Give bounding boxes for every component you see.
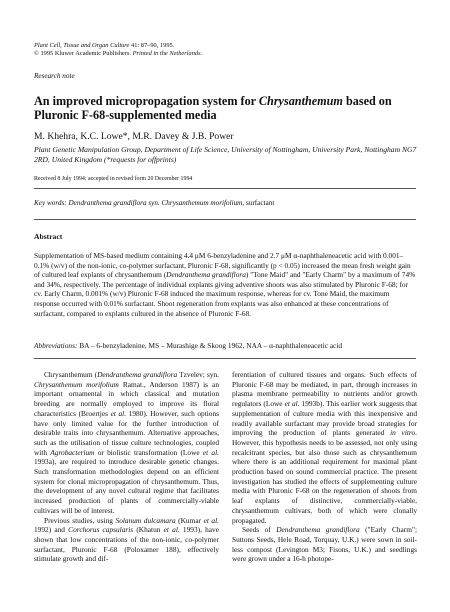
journal-issue: 41: 87–90, 1995. (131, 42, 175, 49)
journal-name: Plant Cell, Tissue and Organ Culture (34, 42, 130, 49)
affiliation: Plant Genetic Manipulation Group, Department of Life Science, University of Nottingham, University Park, Nottingham NG7 2RD, United Kingdom (*requests for offprints) (34, 145, 417, 164)
copyright-line (34, 50, 202, 58)
keywords: Key words: Dendranthema grandiflora syn. Chrysanthemum morifolium, surfactant (34, 199, 275, 207)
article-type: Research note (34, 72, 75, 80)
abstract-text: Supplementation of MS-based medium containing 4.4 μM 6-benzyladenine and 2.7 μM α-naphthaleneacetic acid with 0.001–0.1% (w/v) of the non-ionic, co-polymer surfactant, Pluronic F-68, significantly (p < 0.05) increased the mean fresh weight gain of cultured leaf explants of chrysanthemum (Dendranthema grandiflora) "Tone Maid" and "Early Charm" by a maximum of 74% and 34%, respectively. The percentage of individual explants giving adventive shoots was also stimulated by Pluronic F-68; for cv. Early Charm, 0.001% (w/v) Pluronic F-68 induced the maximum response, whereas for cv. Tone Maid, the maximum response occurred with 0.01% surfactant. Shoot regeneration from explants was also enhanced at these concentrations of surfactant, compared to explants cultured in the absence of Pluronic F-68. (34, 251, 416, 318)
methods-paragraph: Seeds of Dendranthema grandiflora ("Early Charm"; Suttons Seeds, Hele Road, Torquay, U.K.) were sown in soil-less compost (Levington M3; Fisons, U.K.) and seedlings were grown under a 16-h photope- (232, 525, 417, 564)
received-dates: Received 8 July 1994; accepted in revised form 20 December 1994 (34, 176, 193, 182)
copyright: © 1995 Kluwer Academic Publishers. (34, 50, 131, 57)
journal-header (34, 42, 202, 58)
abstract-heading: Abstract (34, 232, 63, 241)
body-column-left (34, 370, 219, 564)
article-title: An improved micropropagation system for Chrysanthemum based on Pluronic F-68-supplemented media (34, 94, 392, 122)
author-list: M. Khehra, K.C. Lowe*, M.R. Davey & J.B. Power (34, 131, 234, 142)
divider-abbreviations (34, 358, 416, 359)
journal-citation (34, 42, 202, 50)
intro-paragraph: Chrysanthemum (Dendranthema grandiflora Tzvelev; syn. Chrysanthemum morifolium Ramat., Anderson 1987) is an important ornamental in which classical and mutation breeding are normally employed to improve its floral characteristics (Broertjes et al. 1980). However, such options have only limited value for the further introduction of desirable traits into chrysanthemum. Alternative approaches, such as the utilisation of tissue culture technologies, coupled with Agrobacterium or biolistic transformation (Lowe et al. 1993a), are required to introduce desirable genetic changes. Such transformation methodologies depend on an efficient system for clonal micropropagation of chrysanthemum. Thus, the development of any novel cultural regime that facilitates increased production of plants of commercially-viable cultivars will be of interest. (34, 370, 220, 515)
divider-top (34, 188, 416, 189)
divider-keywords (34, 219, 416, 220)
abbreviations: Abbreviations: BA – 6-benzyladenine, MS – Murashige & Skoog 1962, NAA – α-naphthaleneacetic acid (34, 341, 343, 350)
body-column-right (232, 370, 417, 564)
continued-paragraph: ferentiation of cultured tissues and organs. Such effects of Pluronic F-68 may be mediated, in part, through increases in plasma membrane permeability to nutrients and/or growth regulators (Lowe et al. 1993b). This earlier work suggests that supplementation of culture media with this inexpensive and readily available surfactant may provide broad strategies for improving the production of plants generated in vitro. However, this hypothesis needs to be assessed, not only using recalcitrant species, but also those such as chrysanthemum where there is an additional requirement for maximal plant production based on sound commercial practice. The present investigation has studied the effects of supplementing culture media with Pluronic F-68 on the regeneration of shoots from leaf explants of distinctive, commercially-viable, chrysanthemum cultivars, both of which were clonally propagated. (232, 370, 418, 525)
printed-note: Printed in the Netherlands. (132, 50, 203, 57)
previous-studies-paragraph: Previous studies, using Solanum dulcamara (Kumar et al. 1992) and Corchorus capsularis (Khatun et al. 1993), have shown that low concentrations of the non-ionic, co-polymer surfactant, Pluronic F-68 (Poloxamer 188), effectively stimulate growth and dif- (34, 515, 219, 564)
